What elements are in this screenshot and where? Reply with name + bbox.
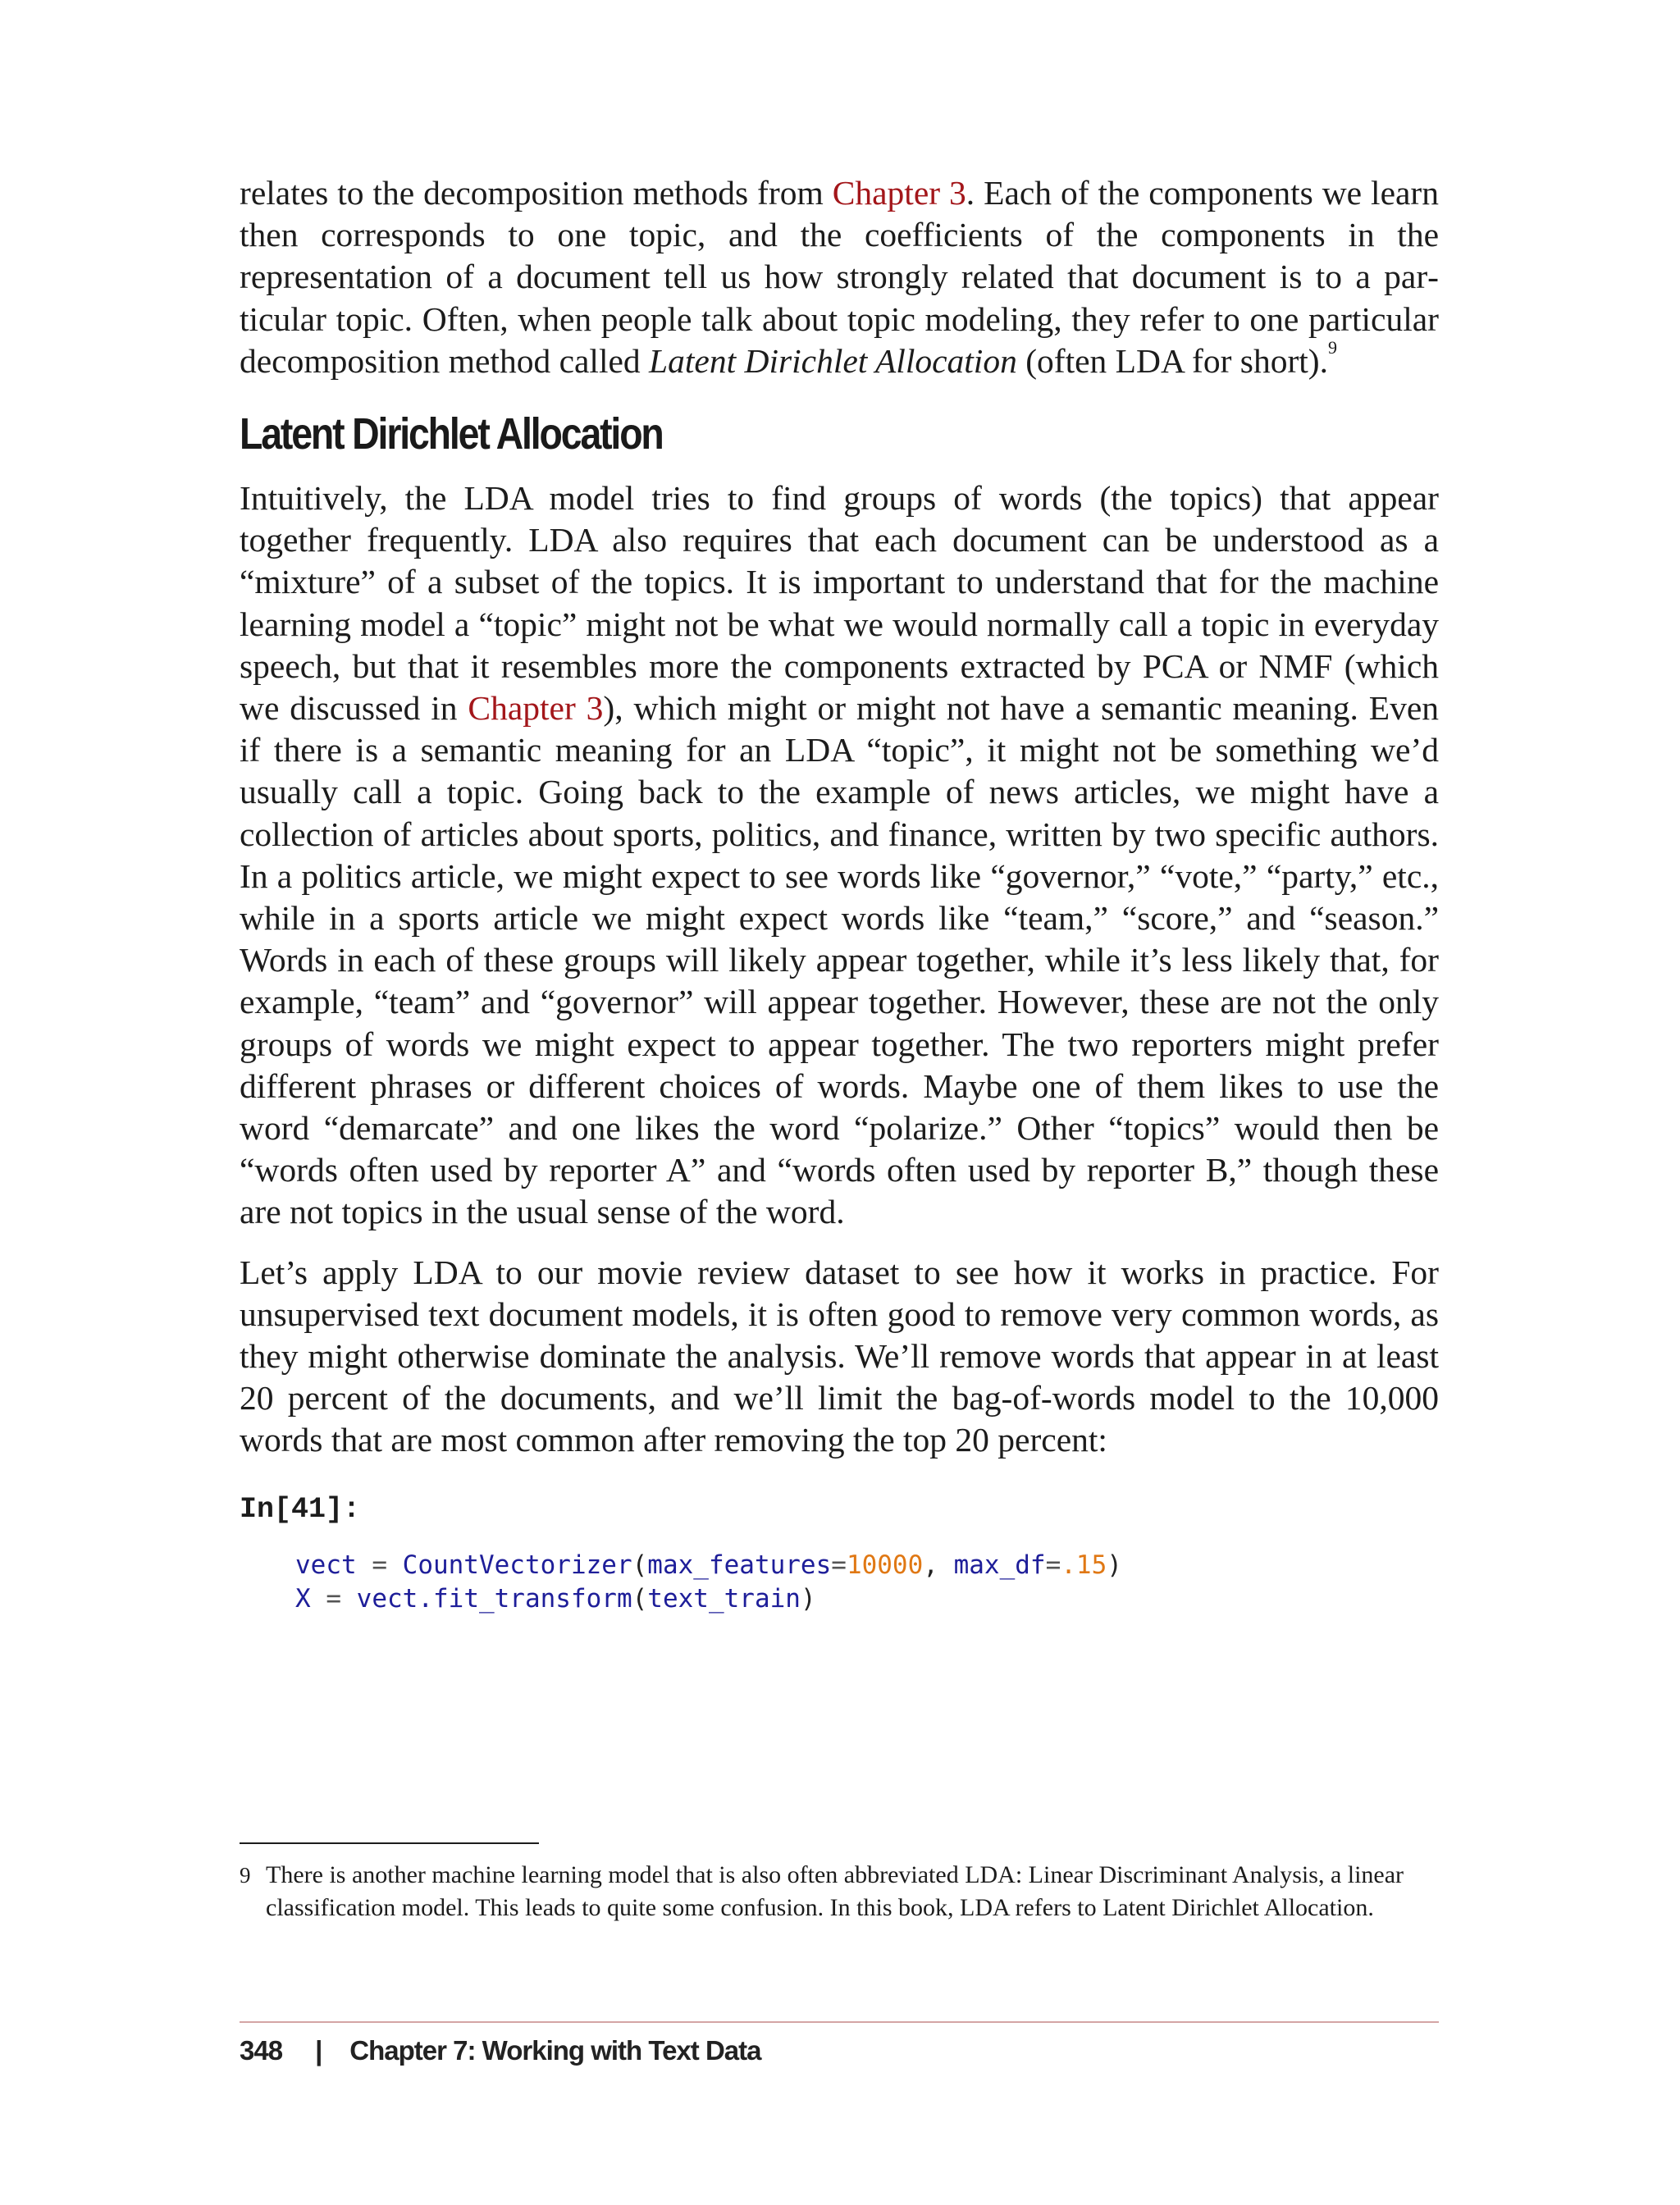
code-line-2: X = vect.fit_transform(text_train) xyxy=(295,1583,816,1614)
paragraph-text: (often LDA for short). xyxy=(1016,341,1329,380)
page-number: 348 xyxy=(240,2035,283,2066)
italic-term: Latent Dirichlet Allocation xyxy=(649,341,1017,380)
chapter-3-link[interactable]: Chapter 3 xyxy=(468,689,604,728)
footnote-text: There is another machine learning model that is also often abbreviated LDA: Linear Discriminant Analysis, a linear classification model. This leads to quite some confusion. In this book, LDA refers to Latent Dirichlet Allocation. xyxy=(266,1861,1404,1921)
chapter-3-link[interactable]: Chapter 3 xyxy=(832,174,966,212)
code-line-1: vect = CountVectorizer(max_features=10000, max_df=.15) xyxy=(295,1550,1122,1580)
footnote-number: 9 xyxy=(240,1863,251,1888)
apply-lda-paragraph: Let’s apply LDA to our movie review dataset to see how it works in practice. For unsupervised text document models, it is often good to remove very common words, as they might otherwise dominate the analysis. We’ll remove words that appear in at least 20 percent of the documents, and we’ll limit the bag-of-words model to the 10,000 words that are most common after removing the top 20 percent: xyxy=(240,1253,1439,1459)
intro-paragraph xyxy=(240,172,1439,382)
paragraph-text: ), which might or might not have a semantic meaning. Even if there is a semantic meaning for an LDA “topic”, it might not be something we’d usually call a topic. Going back to the example of news articles, we might have a collection of articles about sports, politics, and finance, written by two specific authors. In a politics article, we might expect to see words like “governor,” “vote,” “party,” etc., while in a sports article we might expect words like “team,” “score,” and “season.” Words in each of these groups will likely appear together, while it’s less likely that, for example, “team” and “governor” will appear together. However, these are not the only groups of words we might expect to appear together. The two reporters might prefer different phrases or different choices of words. Maybe one of them likes to use the word “demarcate” and one likes the word “polarize.” Other “topics” would then be “words often used by reporter A” and “words often used by reporter B,” though these are not topics in the usual sense of the word. xyxy=(240,689,1439,1231)
code-cell-prompt: In[41]: xyxy=(240,1492,361,1526)
page-body xyxy=(240,172,1439,1616)
paragraph-text: relates to the decomposition methods from xyxy=(240,174,833,212)
footnote-reference[interactable]: 9 xyxy=(1328,336,1338,358)
paragraph-text: Intuitively, the LDA model tries to find groups of words (the topics) that appear together frequently. LDA also requires that each document can be understood as a “mixture” of a subset of the topics. It is important to understand that for the machine learning model a “topic” might not be what we would normally call a topic in everyday speech, but that it resembles more the components extracted by PCA or NMF (which we discussed in xyxy=(240,479,1439,728)
footnote-divider xyxy=(240,1842,539,1844)
code-block xyxy=(295,1549,1439,1616)
footer-divider xyxy=(240,2021,1439,2023)
lda-explanation-paragraph xyxy=(240,477,1439,1234)
page-footer xyxy=(240,2031,760,2070)
footer-separator: | xyxy=(315,2035,322,2066)
paragraph-text: . Each of the components we learn then corresponds to one topic, and the coefficients of the components in the representation of a document tell us how strongly related that document is to a particular topic. Often, when people talk about topic modeling, they refer to one particular decomposition method called xyxy=(240,174,1439,380)
chapter-title: Chapter 7: Working with Text Data xyxy=(349,2035,761,2066)
section-heading: Latent Dirichlet Allocation xyxy=(240,409,663,459)
footnote xyxy=(240,1859,1439,1924)
